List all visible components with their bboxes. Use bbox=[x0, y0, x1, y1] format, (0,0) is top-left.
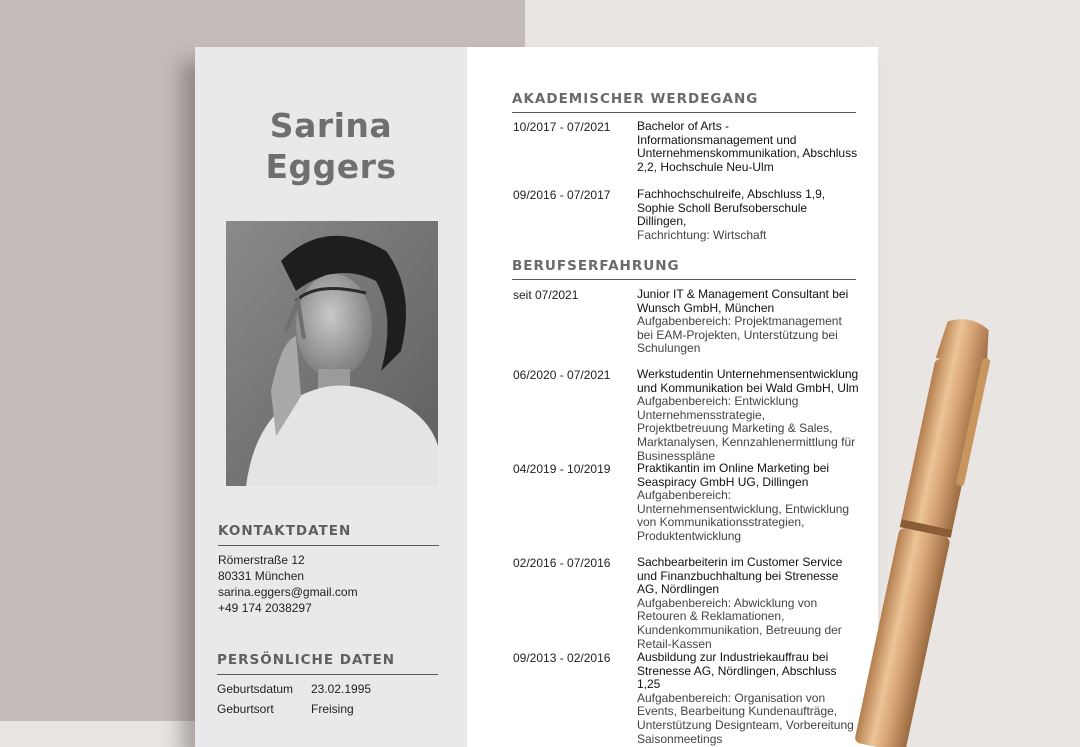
entry-date: seit 07/2021 bbox=[513, 288, 579, 302]
entry-detail: Aufgabenbereich: Organisation von Events, Bearbeitung Kundenaufträge, Unterstützung Designteam, Vorbereitung Saisonmeetings bbox=[637, 690, 854, 746]
entry-detail: Aufgabenbereich: Unternehmensentwicklung, Entwicklung von Kommunikationsstrategien, Produktentwicklung bbox=[637, 488, 850, 543]
entry-title: Fachhochschulreife, Abschluss 1,9, Sophie Scholl Berufsoberschule Dillingen, bbox=[637, 187, 826, 229]
entry-detail: Aufgabenbereich: Projektmanagement bei EAM-Projekten, Unterstützung bei Schulungen bbox=[637, 314, 842, 356]
contact-phone[interactable]: +49 174 2038297 bbox=[218, 601, 312, 615]
contact-street: Römerstraße 12 bbox=[218, 553, 305, 567]
first-name: Sarina bbox=[269, 106, 393, 145]
entry-date: 09/2013 - 02/2016 bbox=[513, 651, 611, 665]
entry-date: 09/2016 - 07/2017 bbox=[513, 188, 611, 202]
pen-illustration bbox=[780, 300, 1080, 721]
entry-body bbox=[637, 120, 859, 174]
birthplace-label: Geburtsort bbox=[217, 702, 274, 716]
contact-city: 80331 München bbox=[218, 569, 305, 583]
entry-detail: Aufgabenbereich: Abwicklung von Retouren & Reklamationen, Kundenkommunikation, Betreuung der Retail-Kassen bbox=[637, 595, 842, 651]
entry-body bbox=[637, 188, 859, 242]
experience-heading: BERUFSERFAHRUNG bbox=[512, 258, 856, 280]
contact-heading: KONTAKTDATEN bbox=[218, 523, 439, 546]
education-heading: AKADEMISCHER WERDEGANG bbox=[512, 91, 856, 113]
portrait-photo bbox=[226, 221, 438, 486]
birthdate-label: Geburtsdatum bbox=[217, 682, 294, 696]
personal-heading: PERSÖNLICHE DATEN bbox=[217, 652, 438, 675]
entry-title: Junior IT & Management Consultant bei Wunsch GmbH, München bbox=[637, 287, 849, 315]
entry-title: Ausbildung zur Industriekauffrau bei Strenesse AG, Nördlingen, Abschluss 1,25 bbox=[637, 650, 837, 692]
contact-email[interactable]: sarina.eggers@gmail.com bbox=[218, 585, 358, 599]
entry-title: Bachelor of Arts - Informationsmanagement und Unternehmenskommunikation, Abschluss 2,2, Hochschule Neu-Ulm bbox=[637, 119, 858, 174]
resume-sheet bbox=[195, 47, 878, 747]
resume-sidebar bbox=[195, 47, 467, 747]
birthdate-value: 23.02.1995 bbox=[311, 682, 372, 696]
entry-detail: Fachrichtung: Wirtschaft bbox=[637, 227, 767, 242]
entry-title: Sachbearbeiterin im Customer Service und Finanzbuchhaltung bei Strenesse AG, Nördlingen bbox=[637, 555, 843, 597]
entry-date: 04/2019 - 10/2019 bbox=[513, 462, 611, 476]
entry-date: 02/2016 - 07/2016 bbox=[513, 556, 611, 570]
entry-date: 06/2020 - 07/2021 bbox=[513, 368, 611, 382]
entry-title: Werkstudentin Unternehmensentwicklung und Kommunikation bei Wald GmbH, Ulm bbox=[637, 367, 859, 395]
entry-detail: Aufgabenbereich: Entwicklung Unternehmensstrategie, Projektbetreuung Marketing & Sales, Marktanalysen, Kennzahlenermittlung für Businesspläne bbox=[637, 394, 856, 463]
last-name: Eggers bbox=[265, 147, 397, 186]
entry-title: Praktikantin im Online Marketing bei Seaspiracy GmbH UG, Dillingen bbox=[637, 461, 830, 489]
entry-date: 10/2017 - 07/2021 bbox=[513, 120, 611, 134]
birthplace-value: Freising bbox=[311, 702, 354, 716]
